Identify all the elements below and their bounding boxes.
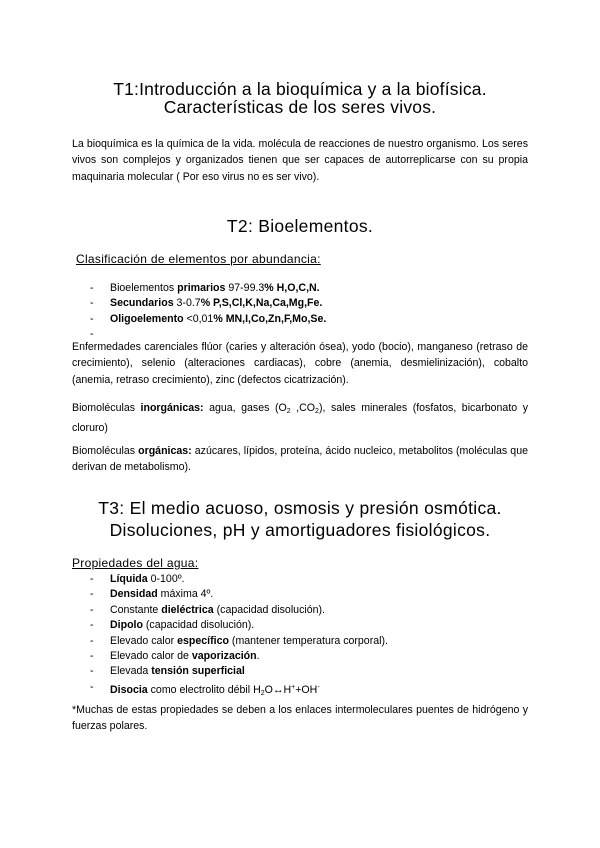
item-text: Elevado calor de — [110, 650, 192, 663]
t2-paragraph-inorganic — [72, 400, 528, 437]
t3-note: *Muchas de estas propiedades se deben a los enlaces intermoleculares puentes de hidrógeno y fuerzas polares. — [72, 704, 528, 733]
t1-title-line1: T1:Introducción a la bioquímica y a la biofísica. — [113, 79, 487, 99]
t1-title-line2: Características de los seres vivos. — [163, 97, 437, 117]
list-dash: - — [90, 297, 94, 310]
item-bold: Disocia — [110, 683, 148, 696]
item-text: <0,01 — [183, 312, 214, 325]
item-bold: dieléctrica — [161, 603, 214, 616]
t3-title-line2: Disoluciones, pH y amortiguadores fisiológicos. — [109, 520, 491, 540]
item-text: Elevada — [110, 665, 152, 678]
list-item — [90, 618, 530, 633]
item-bold: Oligoelemento — [110, 312, 184, 325]
superscript: - — [317, 683, 320, 691]
list-dash: - — [90, 619, 94, 632]
item-bold: Líquida — [110, 573, 148, 585]
list-dash: - — [90, 603, 94, 616]
item-bold: específico — [177, 634, 229, 647]
list-item — [90, 634, 530, 649]
text: agua, gases (O — [203, 402, 287, 414]
item-text: . — [256, 650, 260, 663]
t3-title-line1: T3: El medio acuoso, osmosis y presión osmótica. — [98, 498, 502, 518]
item-text: 97-99.3 — [225, 282, 265, 294]
list-dash: - — [90, 328, 94, 341]
item-bold: Dipolo — [110, 619, 143, 632]
bold-text: orgánicas: — [138, 445, 192, 457]
list-item — [90, 587, 530, 602]
t2-paragraph-organic — [72, 443, 528, 476]
item-text: Bioelementos — [110, 282, 178, 294]
item-text: Constante — [110, 603, 162, 616]
item-text: 0-100º. — [147, 573, 185, 585]
item-bold: Secundarios — [110, 297, 174, 310]
item-text: 3-0.7 — [173, 297, 201, 310]
item-text: (capacidad disolución). — [213, 603, 325, 616]
text: ,CO — [290, 402, 316, 414]
item-text: máxima 4º. — [157, 588, 214, 601]
list-item — [90, 603, 530, 618]
t3-subtitle: Propiedades del agua: — [72, 556, 199, 570]
subscript: 2 — [286, 408, 291, 415]
list-item — [90, 296, 530, 311]
t2-paragraph-deficiency: Enfermedades carenciales flúor (caries y alteración ósea), yodo (bocio), manganeso (retraso de crecimiento), selenio (alteraciones cardiacas), cobre (anemia, desmielinización), cobalto (anemia, retraso crecimiento), zinc (defectos cicatrización). — [72, 341, 528, 386]
item-text: como electrolito débil H — [147, 683, 261, 696]
text: ), sales minerales (fosfatos, bicarbonato y cloruro) — [72, 402, 529, 435]
bold-text: inorgánicas: — [140, 402, 204, 414]
list-dash: - — [90, 650, 94, 663]
list-item — [90, 312, 530, 327]
subscript: 2 — [315, 408, 319, 415]
list-item — [90, 281, 530, 296]
item-text: (mantener temperatura corporal). — [228, 634, 388, 647]
list-dash: - — [90, 680, 94, 693]
t3-water-properties-list — [90, 572, 530, 701]
t2-title: T2: Bioelementos. — [226, 216, 374, 236]
list-item — [90, 572, 530, 587]
list-dash: - — [90, 634, 94, 647]
list-dash: - — [90, 573, 94, 585]
superscript: + — [291, 683, 296, 691]
t2-element-list — [90, 281, 530, 343]
item-bold: tensión superficial — [151, 665, 245, 678]
list-item — [90, 680, 530, 701]
subscript: 2 — [260, 689, 265, 697]
text: azúcares, lípidos, proteína, ácido nucleico, metabolitos (moléculas que derivan de metabolismo). — [72, 445, 528, 474]
list-item — [90, 664, 530, 679]
text: Biomoléculas — [72, 445, 139, 457]
list-dash: - — [90, 588, 94, 601]
item-bold: vaporización — [191, 650, 257, 663]
item-bold: primarios — [177, 282, 226, 294]
t1-paragraph: La bioquímica es la química de la vida. molécula de reacciones de nuestro organismo. Los seres vivos son complejos y organizados tienen que ser capaces de autorreplicarse con su propia maquinaria molecular ( Por eso virus no es ser vivo). — [72, 138, 528, 183]
list-dash: - — [90, 282, 94, 294]
list-item — [90, 649, 530, 664]
item-bold: Densidad — [110, 588, 158, 601]
item-bold: % H,O,C,N. — [264, 282, 320, 294]
text: Biomoléculas — [72, 402, 141, 414]
item-text: O↔H — [264, 683, 292, 696]
t2-subtitle: Clasificación de elementos por abundancia: — [76, 252, 321, 266]
item-text: (capacidad disolución). — [142, 619, 255, 632]
item-text: Elevado calor — [110, 634, 178, 647]
item-bold: % MN,I,Co,Zn,F,Mo,Se. — [213, 312, 327, 325]
list-dash: - — [90, 312, 94, 325]
list-dash: - — [90, 665, 94, 678]
item-text: +OH — [295, 683, 318, 696]
item-bold: % P,S,Cl,K,Na,Ca,Mg,Fe. — [200, 297, 323, 310]
